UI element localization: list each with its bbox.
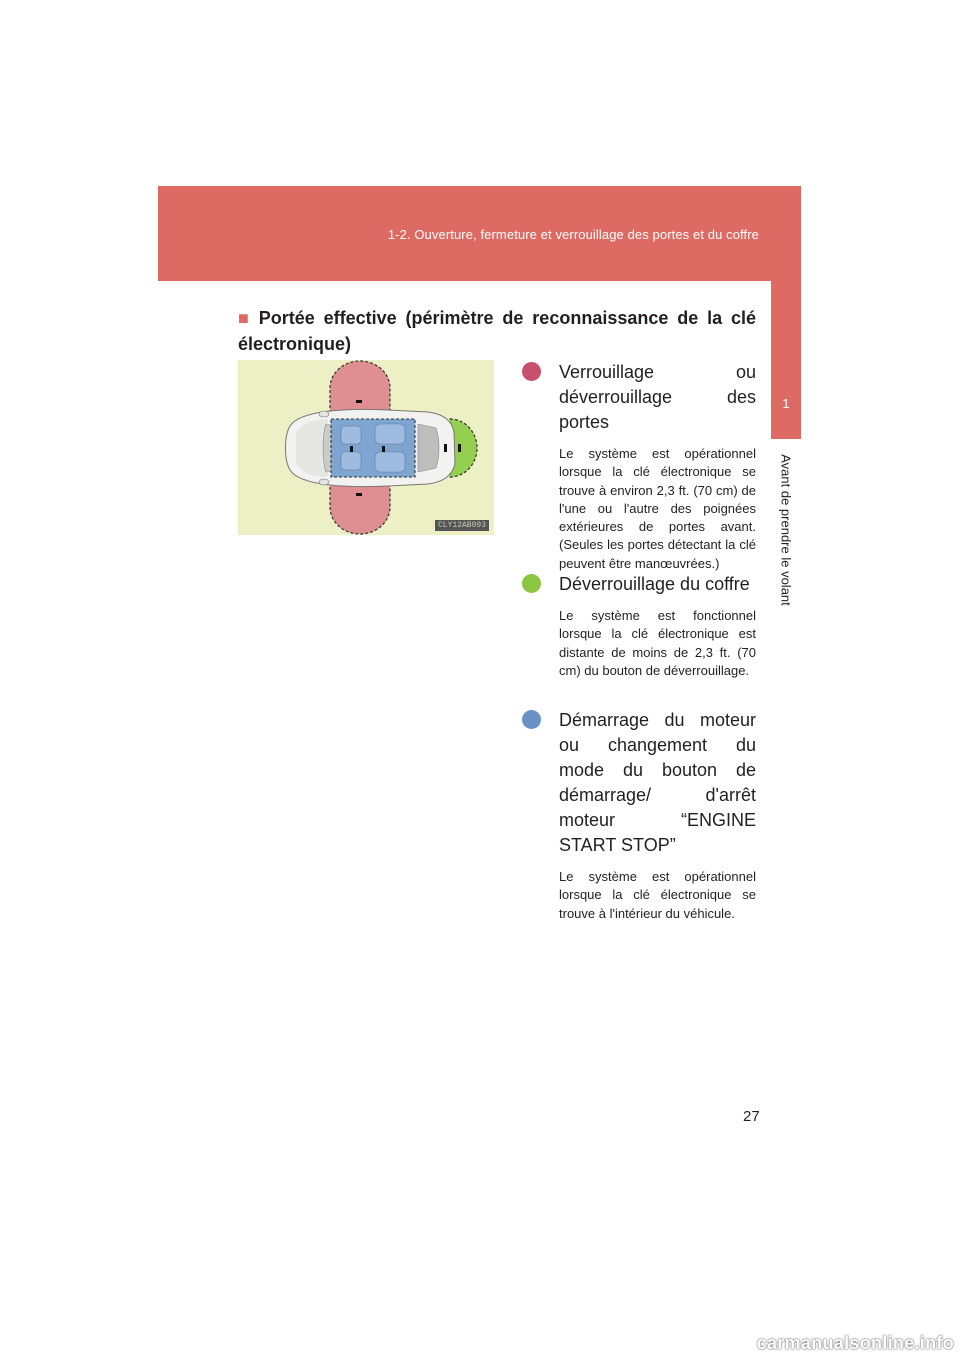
- pink-circle-icon: [522, 362, 541, 381]
- antenna-mark: [356, 493, 362, 496]
- smart-key-range-figure: [238, 360, 494, 535]
- legend-item-trunk: [522, 572, 756, 680]
- page-number: 27: [743, 1108, 760, 1125]
- legend-description: Le système est opérationnel lorsque la clé électronique se trouve à l'intérieur du véhicule.: [559, 869, 756, 921]
- car-top-view-illustration: [238, 360, 494, 535]
- figure-code: CLY12AB093: [435, 520, 489, 531]
- legend-description: Le système est fonctionnel lorsque la clé électronique est distante de moins de 2,3 ft. (70 cm) du bouton de déverrouillage.: [559, 608, 756, 678]
- antenna-mark: [382, 446, 385, 452]
- heading-bullet: ■: [238, 308, 253, 328]
- heading-text: Portée effective (périmètre de reconnaissance de la clé électronique): [238, 308, 757, 354]
- seat: [375, 424, 405, 444]
- seat: [341, 426, 361, 444]
- blue-circle-icon: [522, 710, 541, 729]
- chapter-side-label: Avant de prendre le volant: [778, 454, 794, 606]
- antenna-mark: [458, 444, 461, 452]
- legend-item-engine-start: [522, 708, 756, 923]
- seat: [375, 452, 405, 472]
- header-band: [158, 186, 801, 281]
- legend-title: Démarrage du moteur ou changement du mode du bouton de démarrage/ d'arrêt moteur “ENGINE START STOP”: [559, 710, 756, 855]
- green-circle-icon: [522, 574, 541, 593]
- chapter-tab: [771, 186, 801, 439]
- antenna-mark: [356, 400, 362, 403]
- chapter-number: 1: [782, 396, 790, 411]
- legend-title: Verrouillage ou déverrouillage des portes: [559, 362, 756, 432]
- watermark: carmanualsonline.info: [756, 1333, 954, 1353]
- side-mirror: [319, 479, 329, 485]
- chapter-section-title: 1-2. Ouverture, fermeture et verrouillage des portes et du coffre: [387, 227, 759, 242]
- legend-title: Déverrouillage du coffre: [559, 574, 750, 594]
- section-heading: [238, 305, 756, 357]
- legend-item-doors: [522, 360, 756, 573]
- seat: [341, 452, 361, 470]
- antenna-mark: [444, 444, 447, 452]
- legend-description: Le système est opérationnel lorsque la clé électronique se trouve à environ 2,3 ft. (70 cm) de l'une ou l'autre des poignées extérieures de portes avant. (Seules les portes détectant la clé peuvent être manœuvrées.): [559, 446, 756, 571]
- antenna-mark: [350, 446, 353, 452]
- side-mirror: [319, 411, 329, 417]
- rear-window: [418, 424, 439, 472]
